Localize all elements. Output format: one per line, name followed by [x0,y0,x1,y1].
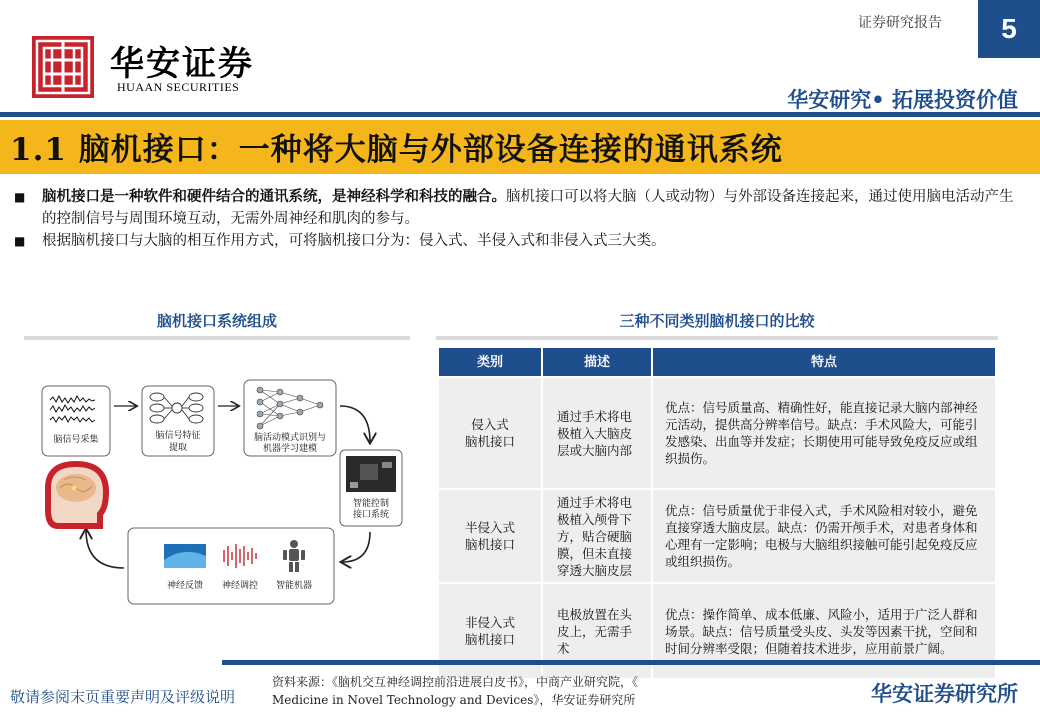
column-header: 类别 [438,347,542,377]
node-label: 接口系统 [352,510,390,520]
signal-acquisition-node [42,386,110,456]
brand-logo-icon [32,36,94,98]
node-label: 神经调控 [221,581,259,591]
header-slogan: 华安研究• 拓展投资价值 [787,88,1018,112]
category-cell: 半侵入式 脑机接口 [438,489,542,583]
footer-divider [222,660,1040,665]
bullet-list [14,186,1024,252]
bci-comparison-table [437,346,997,680]
node-label: 脑信号特征 [155,431,201,441]
page-title: 1.1 脑机接口：一种将大脑与外部设备连接的通讯系统 [10,132,783,168]
category-cell: 非侵入式 脑机接口 [438,583,542,679]
right-section-rule [436,336,998,340]
node-label: 机器学习建模 [262,444,318,454]
column-header: 特点 [652,347,996,377]
footer-institute: 华安证券研究所 [871,682,1018,706]
column-header: 描述 [542,347,652,377]
flow-arrow [340,406,370,442]
description-cell: 通过手术将电极植入颅骨下方，贴合硬脑膜，但未直接穿透大脑皮层 [542,489,652,583]
brand-name-en: HUAAN SECURITIES [117,80,240,94]
feature-extraction-node [142,386,214,456]
bullet-square-icon: ■ [14,234,26,248]
left-section-title: 脑机接口系统组成 [156,312,277,330]
output-node [128,528,334,604]
page-number-badge: 5 [978,0,1040,58]
node-label: 脑活动模式识别与 [253,433,327,443]
circuit-board-icon [346,456,396,492]
description-cell: 电极放置在头皮上，无需手术 [542,583,652,679]
table-row [438,377,996,489]
bci-system-diagram [24,350,410,620]
category-cell: 侵入式 脑机接口 [438,377,542,489]
control-interface-node [340,450,402,526]
node-label: 脑信号采集 [53,435,99,445]
node-label: 智能控制 [352,499,390,509]
bullet-text: 根据脑机接口与大脑的相互作用方式，可将脑机接口分为：侵入式、半侵入式和非侵入式三大类。 [42,233,666,249]
neural-feedback-icon [164,544,206,568]
node-label: 提取 [168,443,188,453]
brand-name-cn: 华安证券 [110,44,254,84]
features-cell: 优点：操作简单、成本低廉、风险小，适用于广泛人群和场景。缺点：信号质量受头皮、头发等因素干扰，空间和时间分辨率受限；但随着技术进步，应用前景广阔。 [652,583,996,679]
bullet-item [14,230,1024,252]
node-label: 神经反馈 [166,581,204,591]
bullet-item [14,186,1024,230]
flow-arrow [86,530,124,568]
features-cell: 优点：信号质量优于非侵入式，手术风险相对较小，避免直接穿透大脑皮层。缺点：仍需开颅手术，对患者身体和心理有一定影响；电极与大脑组织接触可能引起免疫反应或组织损伤。 [652,489,996,583]
bullet-text: 脑机接口可以将大脑（人或动物）与外部设备连接起来，通过使用脑电活动产生的控制信号与周围环境互动，无需外周神经和肌肉的参与。 [42,189,1014,227]
node-label: 智能机器 [275,581,313,591]
source-note: 资料来源：《脑机交互神经调控前沿进展白皮书》，中商产业研究院，《 Medicine in Novel Technology and Devices》，华安证券研究所 [272,675,639,707]
ml-modeling-node [244,380,336,456]
table-row [438,489,996,583]
bullet-bold-text: 脑机接口是一种软件和硬件结合的通讯系统，是神经科学和科技的融合。 [42,188,506,205]
features-cell: 优点：信号质量高、精确性好，能直接记录大脑内部神经元活动，提供高分辨率信号。缺点：手术风险大，可能引发感染、出血等并发症；长期使用可能导致免疫反应或组织损伤。 [652,377,996,489]
human-head-brain-icon [48,464,106,526]
description-cell: 通过手术将电极植入大脑皮层或大脑内部 [542,377,652,489]
flow-arrow [342,532,370,562]
left-section-rule [24,336,410,340]
header-divider [0,112,1040,117]
report-type-label: 证券研究报告 [858,15,942,31]
table-header-row [438,347,996,377]
bullet-square-icon: ■ [14,190,26,204]
disclaimer-link[interactable]: 敬请参阅末页重要声明及评级说明 [10,688,236,706]
right-section-title: 三种不同类别脑机接口的比较 [619,312,815,330]
